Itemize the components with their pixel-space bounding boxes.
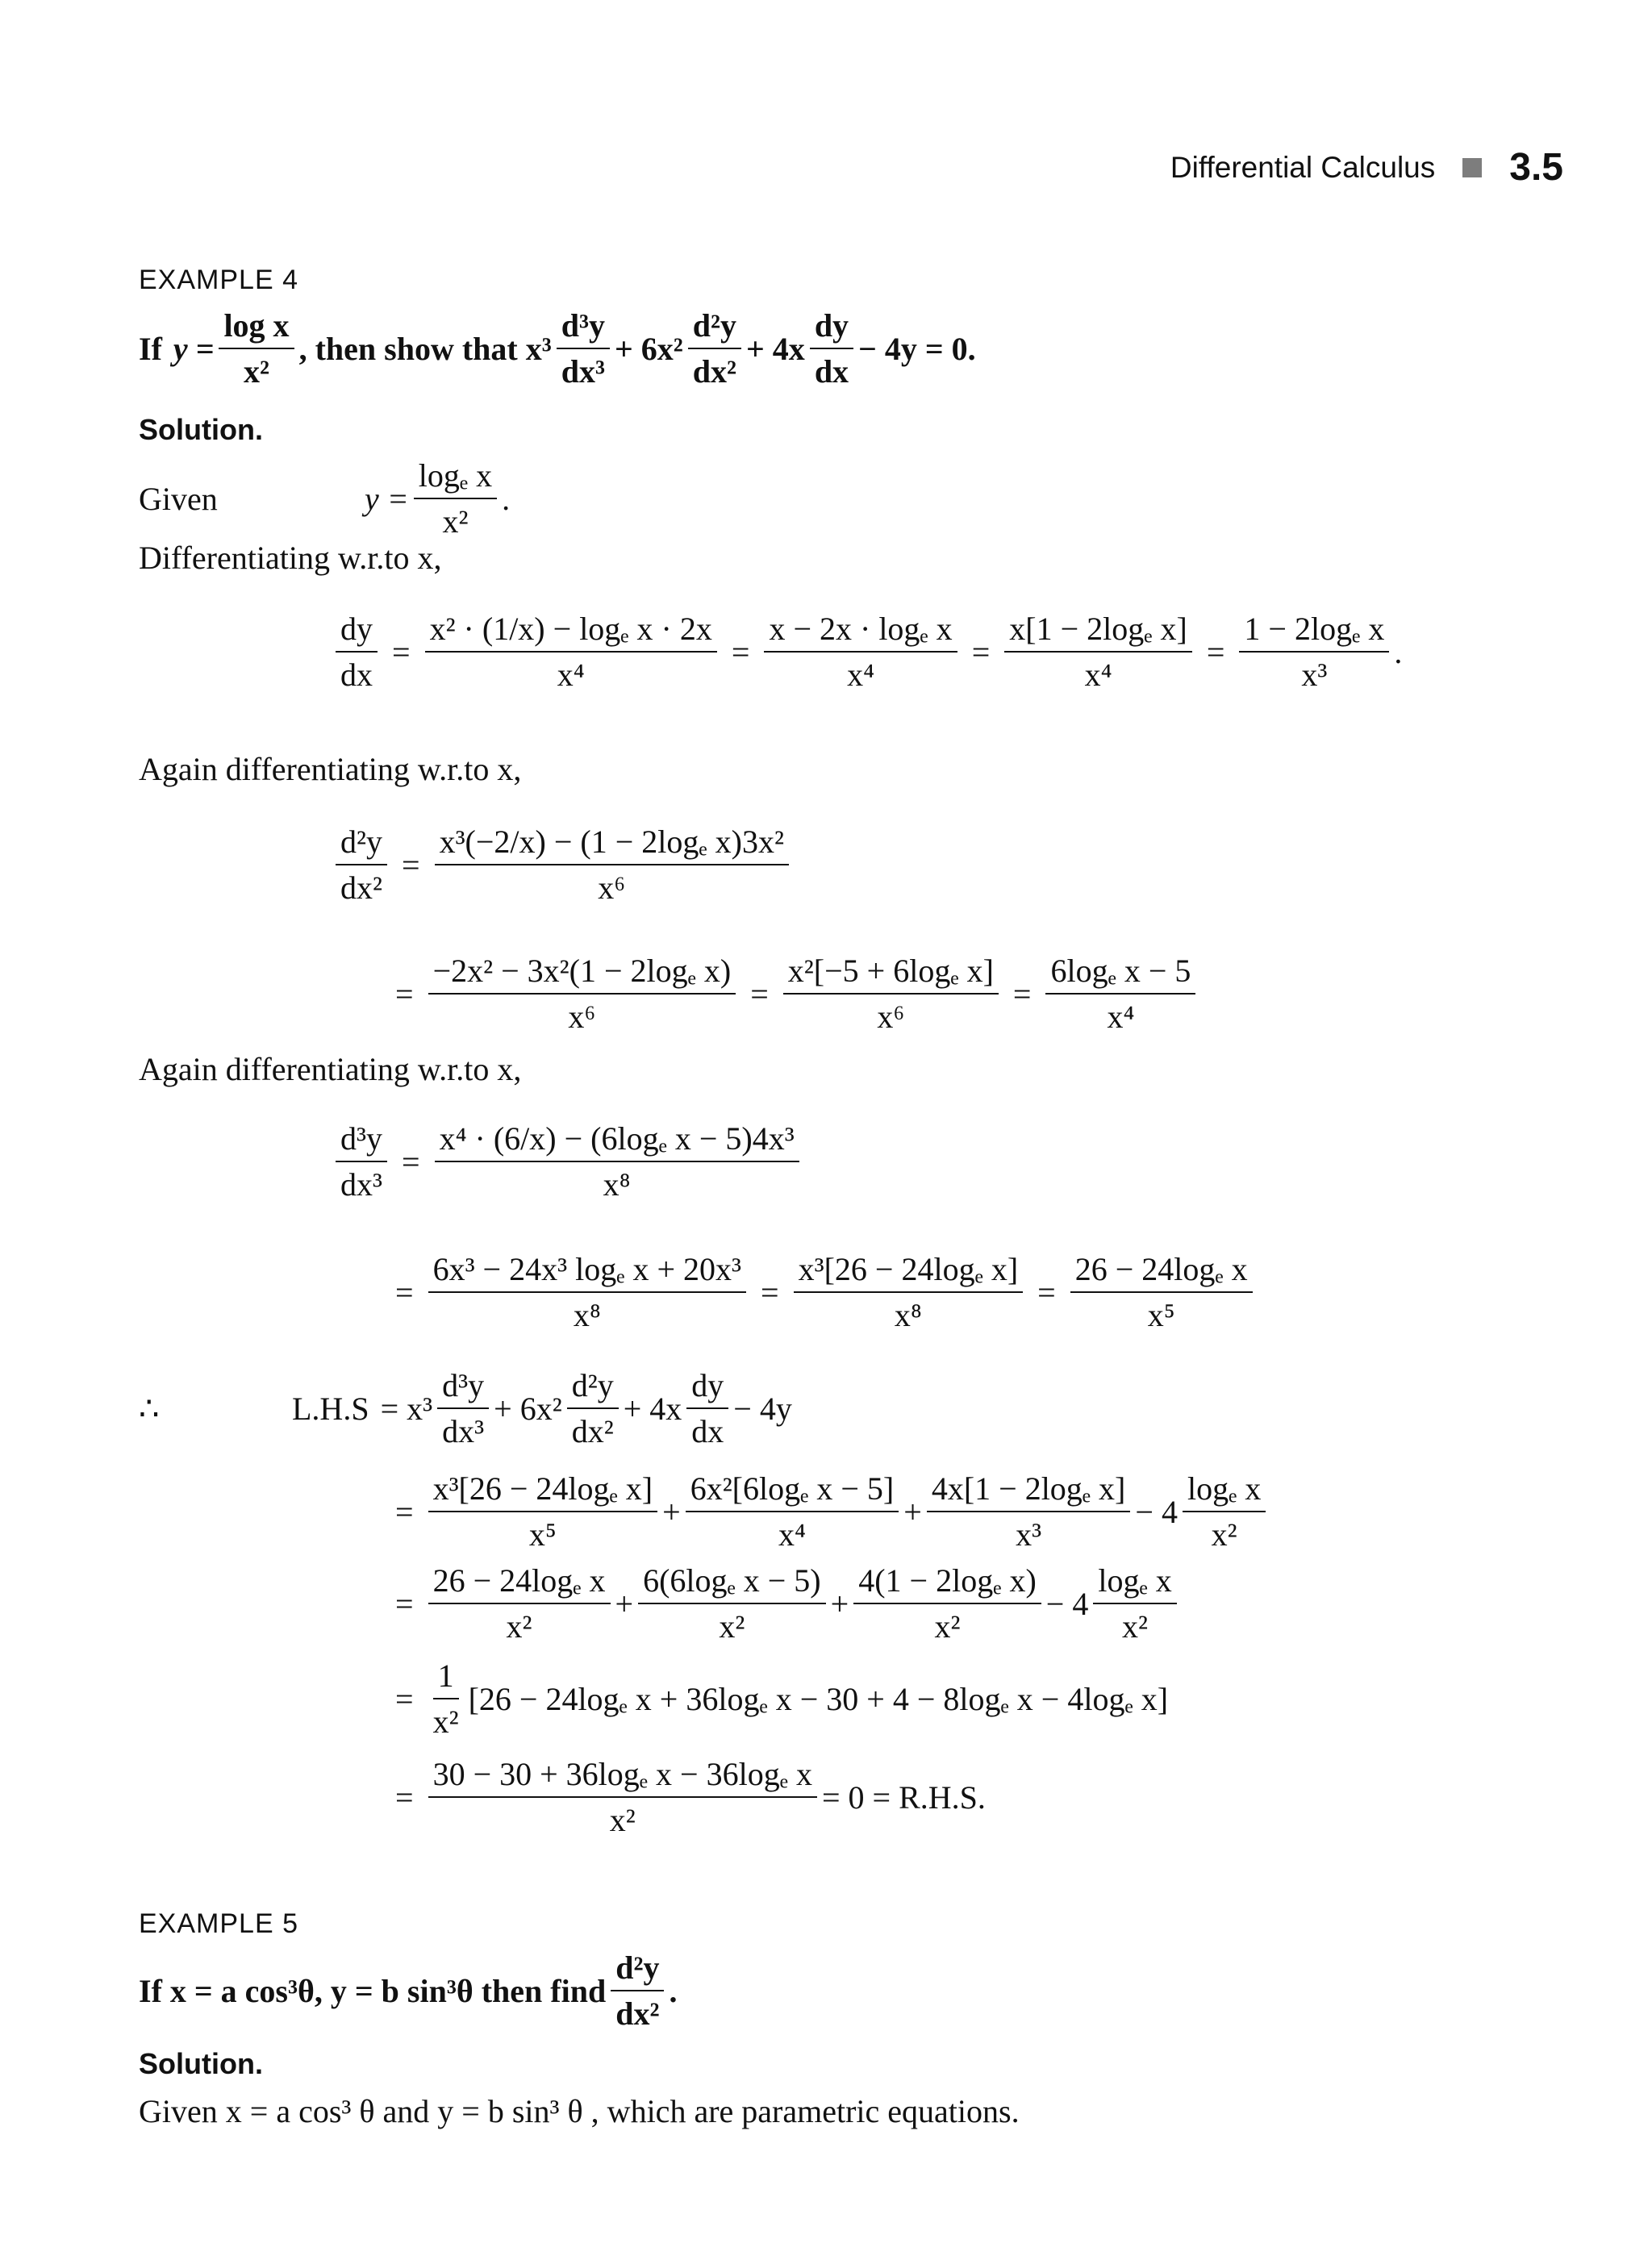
r3-num: 1 — [433, 1657, 459, 1699]
equals-sign: = — [1037, 1274, 1056, 1311]
d2-f4-num: 6logₑ x − 5 — [1045, 952, 1195, 995]
d1-f1-den: x⁴ — [557, 657, 585, 693]
q-if: If — [139, 330, 162, 367]
lhs-d3y-dx3 — [437, 1366, 489, 1450]
d1-f4-num: 1 − 2logₑ x — [1239, 610, 1389, 653]
d2-lhs-num: d²y — [336, 823, 387, 865]
d1-fraction-3 — [1004, 610, 1192, 694]
r1-d-num: logₑ x — [1183, 1470, 1266, 1512]
q-d2y-dx2 — [688, 306, 741, 390]
d1-fraction-4 — [1239, 610, 1389, 694]
equals-sign: = — [395, 1680, 414, 1717]
d1-fraction-1 — [425, 610, 717, 694]
r2-c-num: 4(1 − 2logₑ x) — [853, 1562, 1041, 1604]
equals-sign: = — [402, 846, 420, 883]
d1-fraction-2 — [764, 610, 957, 694]
r2-fraction-a — [428, 1562, 611, 1645]
equals-sign: = — [395, 1779, 414, 1816]
plus-sign: + — [830, 1585, 849, 1622]
third-derivative-line-2 — [386, 1250, 1258, 1334]
lhs-d2y: d²y — [567, 1366, 619, 1409]
ex5-question-text: If x = a cos³θ, y = b sin³θ then find — [139, 1972, 607, 2009]
r1-c-num: 4x[1 − 2logₑ x] — [927, 1470, 1131, 1512]
q-d3y: d³y — [557, 306, 610, 349]
d3-fraction-2 — [428, 1250, 746, 1334]
r2-d-num: logₑ x — [1093, 1562, 1176, 1604]
equals-sign: = — [392, 633, 411, 670]
lhs-label: L.H.S — [292, 1390, 369, 1427]
example-5-label: EXAMPLE 5 — [139, 1908, 298, 1939]
d1-f3-num: x[1 − 2logₑ x] — [1004, 610, 1192, 653]
d2y-dx2-lhs — [336, 823, 387, 907]
therefore-symbol: ∴ — [139, 1390, 160, 1427]
r2-d-coef: − 4 — [1045, 1585, 1089, 1622]
dy-dx-lhs — [336, 610, 378, 694]
header-square-icon — [1462, 158, 1482, 177]
d2-f3-num: x²[−5 + 6logₑ x] — [783, 952, 999, 995]
d3-f2-den: x⁸ — [573, 1297, 601, 1333]
d2-f1-den: x⁶ — [598, 869, 626, 906]
equals-sign: = — [761, 1274, 779, 1311]
equals-sign: = — [395, 1493, 414, 1530]
ex5-den: dx² — [615, 1995, 660, 2032]
d1-f2-num: x − 2x · logₑ x — [764, 610, 957, 653]
r1-fraction-b — [686, 1470, 899, 1553]
d2-fraction-1 — [435, 823, 789, 907]
third-derivative-line-1 — [331, 1120, 804, 1203]
r2-a-den: x² — [506, 1608, 532, 1645]
ex5-end: . — [669, 1972, 678, 2009]
given-lhs: y = — [365, 480, 409, 517]
d1-lhs-num: dy — [336, 610, 378, 653]
d3-fraction-1 — [435, 1120, 799, 1203]
differentiating-text-3: Again differentiating w.r.to x, — [139, 1051, 522, 1087]
solution-1-label: Solution. — [139, 413, 263, 446]
plus-sign: + — [615, 1585, 634, 1622]
d2-fraction-4 — [1045, 952, 1195, 1036]
d2-f2-num: −2x² − 3x²(1 − 2logₑ x) — [428, 952, 736, 995]
d3-f4-num: 26 − 24logₑ x — [1070, 1250, 1253, 1293]
d1-f3-den: x⁴ — [1084, 657, 1112, 693]
q-dx2: dx² — [692, 353, 737, 390]
d3-lhs-num: d³y — [336, 1120, 387, 1162]
example-5-question — [139, 1949, 677, 2033]
r2-fraction-d — [1093, 1562, 1176, 1645]
plus-sign: + — [662, 1493, 681, 1530]
equals-sign: = — [395, 1585, 414, 1622]
equals-sign: = — [395, 1274, 414, 1311]
lhs-step-2 — [386, 1562, 1182, 1645]
q-end: − 4y = 0. — [858, 330, 976, 367]
lhs-line — [139, 1366, 792, 1450]
d3-f1-num: x⁴ · (6/x) − (6logₑ x − 5)4x³ — [435, 1120, 799, 1162]
ex5-given-line: Given x = a cos³ θ and y = b sin³ θ , which are parametric equations. — [139, 2093, 1020, 2129]
lhs-dy-dx — [686, 1366, 728, 1450]
r1-fraction-d — [1183, 1470, 1266, 1553]
q-dy: dy — [810, 306, 853, 349]
d1-f2-den: x⁴ — [847, 657, 875, 693]
r4-num: 30 − 30 + 36logₑ x − 36logₑ x — [428, 1755, 817, 1798]
q-plus6x2: + 6x² — [614, 330, 683, 367]
example-4-question — [139, 306, 976, 390]
plus-sign: + — [903, 1493, 922, 1530]
page-number: 3.5 — [1509, 146, 1563, 189]
given-end: . — [502, 480, 511, 517]
lhs-step-3 — [386, 1657, 1168, 1741]
r1-a-num: x³[26 − 24logₑ x] — [428, 1470, 658, 1512]
d3-f3-den: x⁸ — [894, 1297, 922, 1333]
d2-f3-den: x⁶ — [877, 999, 905, 1035]
r1-fraction-a — [428, 1470, 658, 1553]
equals-sign: = — [395, 975, 414, 1012]
q-dx: dx — [814, 353, 849, 390]
lhs-dx3: dx³ — [442, 1413, 485, 1449]
r1-fraction-c — [927, 1470, 1131, 1553]
second-derivative-line-1 — [331, 823, 794, 907]
r1-d-den: x² — [1211, 1516, 1237, 1553]
q-frac-num: log x — [219, 306, 294, 349]
given-line — [139, 457, 510, 540]
second-derivative-line-2 — [386, 952, 1200, 1036]
solution-2-label: Solution. — [139, 2047, 263, 2080]
d2-fraction-2 — [428, 952, 736, 1036]
lhs-plus4x: + 4x — [623, 1390, 682, 1427]
differentiating-text-2: Again differentiating w.r.to x, — [139, 751, 522, 787]
r2-fraction-b — [638, 1562, 826, 1645]
lhs-dy: dy — [686, 1366, 728, 1409]
lhs-x3: = x³ — [380, 1390, 433, 1427]
d3-fraction-4 — [1070, 1250, 1253, 1334]
d3-f1-den: x⁸ — [603, 1166, 631, 1203]
r4-den: x² — [609, 1802, 636, 1838]
r2-c-den: x² — [934, 1608, 961, 1645]
r2-b-num: 6(6logₑ x − 5) — [638, 1562, 826, 1604]
q-d2y: d²y — [688, 306, 741, 349]
r1-a-den: x⁵ — [528, 1516, 557, 1553]
equals-sign: = — [1012, 975, 1032, 1012]
d1-lhs-den: dx — [340, 657, 373, 693]
d2-lhs-den: dx² — [340, 869, 382, 906]
period: . — [1394, 633, 1403, 670]
r1-c-den: x³ — [1016, 1516, 1042, 1553]
r2-d-den: x² — [1122, 1608, 1149, 1645]
r1-b-den: x⁴ — [778, 1516, 806, 1553]
d1-f4-den: x³ — [1301, 657, 1328, 693]
q-frac-den: x² — [244, 353, 269, 390]
equals-sign: = — [750, 975, 769, 1012]
r1-d-coef: − 4 — [1135, 1493, 1178, 1530]
d2-fraction-3 — [783, 952, 999, 1036]
running-header — [1170, 145, 1563, 190]
d3-lhs-den: dx³ — [340, 1166, 382, 1203]
d3-f3-num: x³[26 − 24logₑ x] — [794, 1250, 1024, 1293]
given-den: x² — [442, 503, 469, 540]
r3-den: x² — [432, 1703, 459, 1740]
r4-fraction — [428, 1755, 817, 1839]
q-dy-dx — [810, 306, 853, 390]
q-fraction-log — [219, 306, 294, 390]
lhs-d2y-dx2 — [567, 1366, 619, 1450]
lhs-step-1 — [386, 1470, 1270, 1553]
d3y-dx3-lhs — [336, 1120, 387, 1203]
d1-f1-num: x² · (1/x) − logₑ x · 2x — [425, 610, 717, 653]
q-dx3: dx³ — [561, 353, 605, 390]
r1-b-num: 6x²[6logₑ x − 5] — [686, 1470, 899, 1512]
d3-fraction-3 — [794, 1250, 1024, 1334]
chapter-title: Differential Calculus — [1170, 150, 1436, 184]
d2-f2-den: x⁶ — [568, 999, 596, 1035]
equals-sign: = — [1206, 633, 1225, 670]
r2-a-num: 26 − 24logₑ x — [428, 1562, 611, 1604]
given-num: logₑ x — [414, 457, 497, 499]
r2-fraction-c — [853, 1562, 1041, 1645]
lhs-dx2: dx² — [571, 1413, 614, 1449]
q-plus4x: + 4x — [746, 330, 805, 367]
lhs-minus4y: − 4y — [733, 1390, 792, 1427]
differentiating-text-1: Differentiating w.r.to x, — [139, 540, 442, 576]
equals-sign: = — [971, 633, 991, 670]
example-4-label: EXAMPLE 4 — [139, 265, 298, 295]
ex5-num: d²y — [611, 1949, 664, 1991]
lhs-step-4 — [386, 1755, 986, 1839]
equals-sign: = — [731, 633, 750, 670]
r2-b-den: x² — [719, 1608, 745, 1645]
given-fraction — [414, 457, 497, 540]
d2-f4-den: x⁴ — [1107, 999, 1135, 1035]
d2-f1-num: x³(−2/x) − (1 − 2logₑ x)3x² — [435, 823, 789, 865]
r3-bracket: [26 − 24logₑ x + 36logₑ x − 30 + 4 − 8logₑ x − 4logₑ x] — [468, 1680, 1169, 1717]
given-word: Given — [139, 480, 218, 517]
r3-fraction — [428, 1657, 464, 1741]
lhs-plus6x2: + 6x² — [494, 1390, 562, 1427]
equals-sign: = — [402, 1143, 420, 1180]
first-derivative-line — [331, 610, 1402, 694]
lhs-d3y: d³y — [437, 1366, 489, 1409]
d3-f2-num: 6x³ − 24x³ logₑ x + 20x³ — [428, 1250, 746, 1293]
d3-f4-den: x⁵ — [1147, 1297, 1175, 1333]
r4-end: = 0 = R.H.S. — [821, 1779, 986, 1816]
lhs-dx: dx — [691, 1413, 724, 1449]
q-y-eq: y = — [173, 330, 215, 367]
q-d3y-dx3 — [557, 306, 610, 390]
ex5-d2y-dx2 — [611, 1949, 664, 2033]
q-then: , then show that x³ — [298, 330, 552, 367]
